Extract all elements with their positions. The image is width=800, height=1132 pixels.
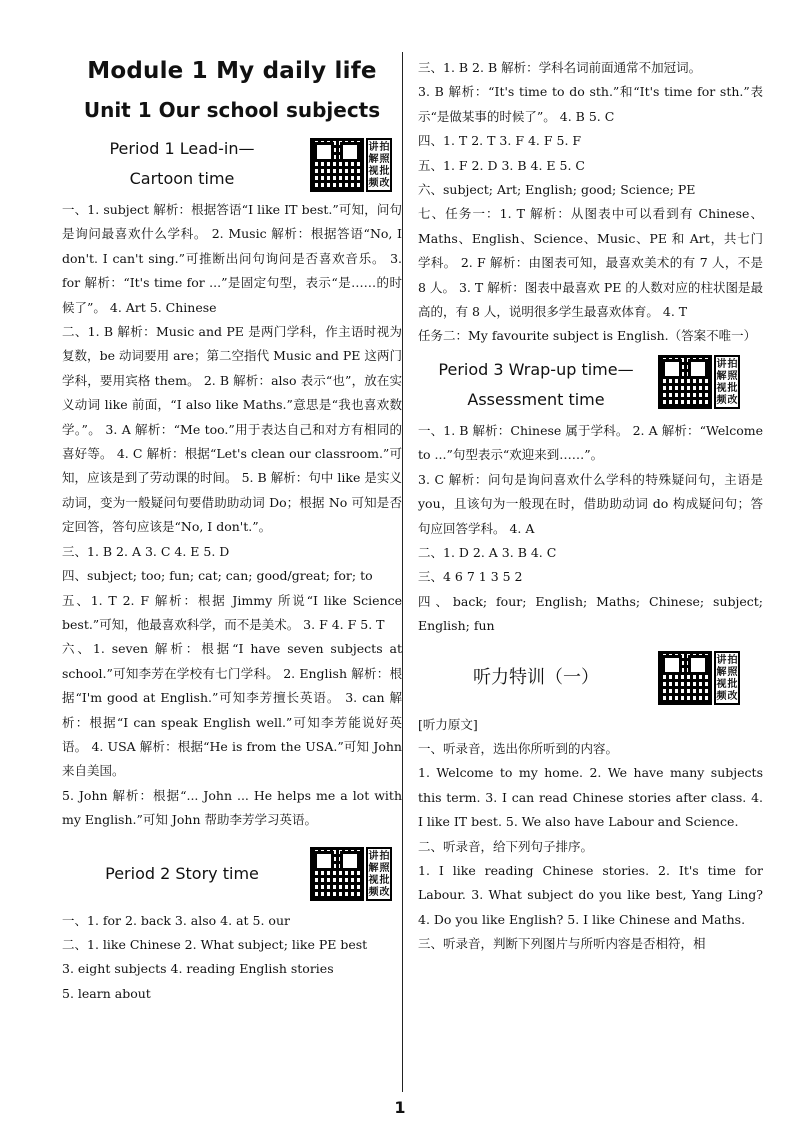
period-3-title-a: Period 3 Wrap-up time— [438,359,634,379]
period-1-header [62,134,402,198]
qr-code-icon [310,138,364,192]
answer-section: 六、1. seven 解析：根据“I have seven subjects at school.”可知李芳在学校有七门学科。 2. English 解析：根据“I'm good at English.”可知李芳擅长英语。 3. can 解析：根据“I can speak English well.”可知李芳能说好英语。 4. USA 解析：根据“He is from the USA.”可知 John 来自美国。 [62,641,402,779]
listening-header [418,649,763,709]
period-1-title-b: Cartoon time [129,169,235,188]
answer-section: 5. learn about [62,985,151,1001]
answer-section: 四、subject; too; fun; cat; can; good/great; for; to [62,568,373,584]
answer-section: 四、1. T 2. T 3. F 4. F 5. F [418,133,582,149]
unit-title: Unit 1 Our school subjects [83,98,381,122]
qr-code-period-3[interactable] [658,355,766,409]
answer-section: 五、1. T 2. F 解析：根据 Jimmy 所说“I like Science best.”可知，他最喜欢科学，而不是美术。 3. F 4. F 5. T [62,592,402,632]
qr-code-listening[interactable] [658,651,766,705]
qr-code-icon [310,847,364,901]
column-divider [402,52,403,1092]
transcript-heading: 二、听录音，给下列句子排序。 [418,838,594,854]
period-2-answers [62,909,402,1007]
period-3-header [418,355,763,419]
qr-code-period-1[interactable] [310,138,418,192]
answer-section: 五、1. F 2. D 3. B 4. E 5. C [418,157,585,173]
answer-section: 二、1. B 解析：Music and PE 是两门学科，作主语时视为复数，be 动词要用 are；第二空指代 Music and PE 这两门学科，要用宾格 them。 2. B 解析：also 表示“也”，放在实义动词 like 前面，“I also like Maths.”意思是“我也喜欢数学。”。 3. A 解析：“Me too.”用于表达自己和对方有相同的喜好等。 4. C 解析：根据“Let's clean our classroom.”可知，应该是到了劳动课的时间。 5. B 解析：句中 like 是实义动词，变为一般疑问句要借助助动词 Do；根据 No 可知是否定回答，答句应该是“No, I don't.”。 [62,324,402,535]
answer-section: 二、1. like Chinese 2. What subject; like PE best [62,936,368,952]
period-3-answers [418,419,763,639]
right-column [418,56,763,957]
answer-section: 四、back; four; English; Maths; Chinese; subject; English; fun [418,593,763,634]
transcript-section: 1. Welcome to my home. 2. We have many subjects this term. 3. I can read Chinese stories after class. 4. I like IT best. 5. We also have Labour and Science. [418,765,763,830]
period-1-title-a: Period 1 Lead-in— [109,139,255,158]
listening-title: 听力特训（一） [473,666,599,688]
answer-section: 七、任务一：1. T 解析：从图表中可以看到有 Chinese、Maths、English、Science、Music、PE 和 Art，共七门学科。 2. F 解析：由图表可知，最喜欢美术的有 7 人，不是 8 人。 3. T 解析：图表中最喜欢 PE 的人数对应的柱状图是最高的，有 8 人，说明很多学生最喜欢体育。 4. T [418,206,763,320]
period-2-answers-continued [418,56,763,349]
period-2-header [62,847,402,903]
period-3-title-b: Assessment time [467,389,605,409]
qr-badge: 讲 拍 解 照 视 批 频 改 [366,138,392,192]
answer-section: 3. C 解析：问句是询问喜欢什么学科的特殊疑问句，主语是 you，且该句为一般现在时，借助助动词 do 构成疑问句；答句应回答学科。 4. A [418,471,763,536]
module-title: Module 1 My daily life [87,58,377,84]
transcript-heading: 一、听录音，选出你所听到的内容。 [418,740,619,756]
transcript-label: [听力原文] [418,716,478,732]
answer-section: 二、1. D 2. A 3. B 4. C [418,544,557,560]
qr-code-icon [658,651,712,705]
period-2-title: Period 2 Story time [105,863,259,883]
qr-code-period-2[interactable] [310,847,418,901]
transcript-heading: 三、听录音，判断下列图片与所听内容是否相符，相 [418,936,706,952]
answer-section: 5. John 解析：根据“... John ... He helps me a lot with my English.”可知 John 帮助李芳学习英语。 [62,787,402,828]
period-1-answers [62,198,402,833]
answer-section: 任务二：My favourite subject is English.（答案不唯一） [418,328,757,344]
answer-section: 3. eight subjects 4. reading English stories [62,961,334,977]
qr-badge: 讲 拍 解 照 视 批 频 改 [714,355,740,409]
answer-section: 三、4 6 7 1 3 5 2 [418,569,523,585]
answer-section: 一、1. subject 解析：根据答语“I like IT best.”可知，问句是询问最喜欢什么学科。 2. Music 解析：根据答语“No, I don't. I can't sing.”可推断出问句询问是否喜欢音乐。 3. for 解析：“It's time for ...”是固定句型，表示“是……的时候了”。 4. Art 5. Chinese [62,202,402,315]
left-column [62,50,402,1006]
answer-section: 三、1. B 2. B 解析：学科名词前面通常不加冠词。 [418,60,702,75]
answer-section: 一、1. B 解析：Chinese 属于学科。 2. A 解析：“Welcome to ...”句型表示“欢迎来到……”。 [418,422,763,463]
listening-transcript [418,713,763,957]
answer-section: 一、1. for 2. back 3. also 4. at 5. our [62,912,290,928]
answer-section: 六、subject; Art; English; good; Science; PE [418,182,696,198]
answer-section: 三、1. B 2. A 3. C 4. E 5. D [62,543,230,559]
page-number: 1 [394,1098,406,1117]
qr-badge: 讲 拍 解 照 视 批 频 改 [366,847,392,901]
transcript-section: 1. I like reading Chinese stories. 2. It's time for Labour. 3. What subject do you like best, Yang Ling? 4. Do you like English? 5. I like Chinese and Maths. [418,862,763,927]
answer-section: 3. B 解析：“It's time to do sth.”和“It's time for sth.”表示“是做某事的时候了”。 4. B 5. C [418,84,763,124]
qr-badge: 讲 拍 解 照 视 批 频 改 [714,651,740,705]
qr-code-icon [658,355,712,409]
